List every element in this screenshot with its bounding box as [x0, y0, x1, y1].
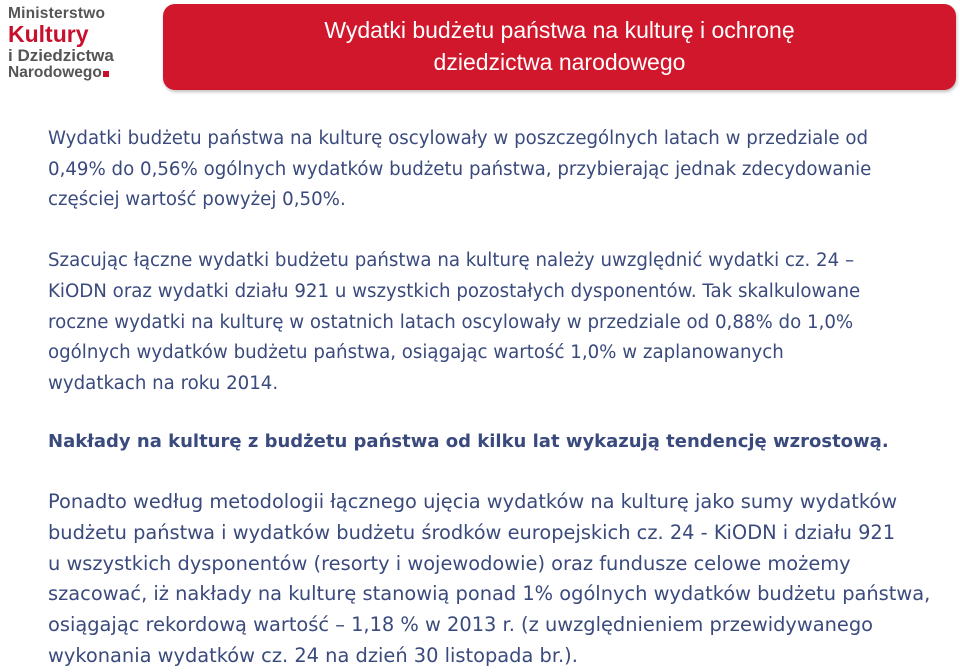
paragraph-4-line: budżetu państwa i wydatków budżetu środków europejskich cz. 24 - KiODN i działu 921 — [48, 521, 896, 545]
paragraph-1 — [48, 124, 948, 216]
paragraph-4-line: osiągając rekordową wartość – 1,18 % w 2013 r. (z uwzględnieniem przewidywanego — [48, 613, 874, 637]
paragraph-2-line: roczne wydatki na kulturę w ostatnich latach oscylowały w przedziale od 0,88% do 1,0% — [48, 311, 854, 333]
paragraph-2-line: Szacując łączne wydatki budżetu państwa na kulturę należy uwzględnić wydatki cz. 24 – — [48, 250, 855, 272]
paragraph-2-line: ogólnych wydatków budżetu państwa, osiągając wartość 1,0% w zaplanowanych — [48, 342, 784, 364]
page-title-line-2: dziedzictwa narodowego — [433, 49, 686, 75]
paragraph-4 — [48, 487, 948, 671]
paragraph-3-bold: Nakłady na kulturę z budżetu państwa od kilku lat wykazują tendencję wzrostową. — [48, 430, 889, 452]
paragraph-2 — [48, 246, 948, 400]
logo-line-2: Kultury — [8, 20, 89, 47]
logo-line-4: Narodowego — [8, 63, 102, 81]
title-banner — [163, 4, 956, 90]
paragraph-2-line: KiODN oraz wydatki działu 921 u wszystkich pozostałych dysponentów. Tak skalkulowane — [48, 280, 861, 302]
paragraph-4-line: szacować, iż nakłady na kulturę stanowią ponad 1% ogólnych wydatków budżetu państwa, — [48, 582, 931, 606]
logo-line-3: i Dziedzictwa — [8, 45, 114, 65]
paragraph-1-line: Wydatki budżetu państwa na kulturę oscylowały w poszczególnych latach w przedziale od — [48, 128, 869, 149]
paragraph-1-line: częściej wartość powyżej 0,50%. — [48, 189, 346, 211]
paragraph-4-line: u wszystkich dysponentów (resorty i wojewodowie) oraz fundusze celowe możemy — [48, 551, 851, 575]
paragraph-4-line: wykonania wydatków cz. 24 na dzień 30 listopada br.). — [48, 643, 578, 667]
body-text — [48, 124, 948, 672]
logo-dot — [103, 71, 109, 77]
paragraph-2-line: wydatkach na roku 2014. — [48, 372, 279, 394]
ministry-logo — [8, 6, 136, 80]
paragraph-4-line: Ponadto według metodologii łącznego ujęcia wydatków na kulturę jako sumy wydatków — [48, 490, 898, 514]
paragraph-1-line: 0,49% do 0,56% ogólnych wydatków budżetu państwa, przybierając jednak zdecydowanie — [48, 158, 872, 180]
logo-line-1: Ministerstwo — [8, 5, 106, 22]
logo-line-4-wrap — [8, 65, 136, 81]
page-title-line-1: Wydatki budżetu państwa na kulturę i ochronę — [324, 17, 795, 44]
